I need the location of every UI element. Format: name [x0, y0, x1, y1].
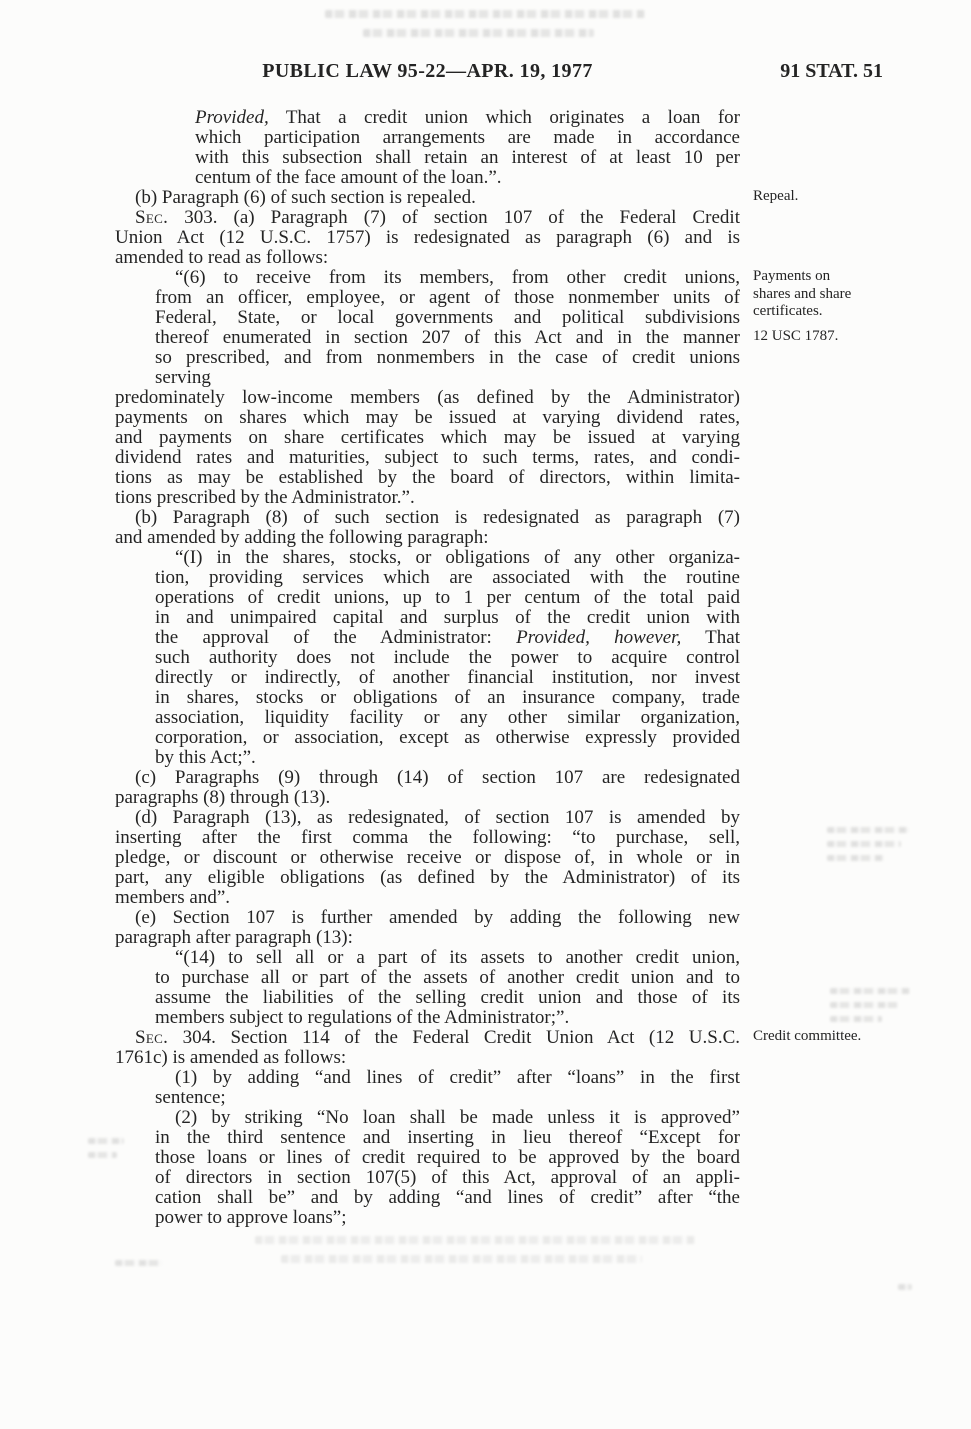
paragraph: [115, 1027, 862, 1068]
paragraph: [115, 108, 740, 188]
text-line: [155, 1068, 740, 1088]
paragraph: [115, 187, 799, 208]
text-segment: (b) Paragraph (6) of such section is repealed.: [135, 187, 476, 208]
text-line: [155, 628, 740, 648]
paragraph: [115, 908, 740, 948]
text-line: [115, 488, 740, 508]
text-line: [195, 128, 740, 148]
text-segment: amended to read as follows:: [115, 247, 329, 268]
bleedthrough-line: [325, 10, 645, 18]
text-line: [155, 688, 740, 708]
bleedthrough-line: [255, 1236, 695, 1244]
text-line: [115, 508, 740, 528]
text-segment: such authority does not include the power to acquire control: [155, 647, 740, 668]
page-header-title: PUBLIC LAW 95-22—APR. 19, 1977: [262, 60, 593, 82]
text-line: [195, 168, 740, 188]
text-segment: payments on shares which may be issued at varying dividend rates,: [115, 407, 740, 428]
bleedthrough-line: [898, 1284, 912, 1290]
text-line: [115, 848, 740, 868]
text-line: [195, 108, 740, 128]
text-line: [115, 188, 740, 208]
text-segment: tions prescribed by the Administrator.”.: [115, 487, 415, 508]
text-segment: (c) Paragraphs (9) through (14) of section 107 are redesignated: [135, 767, 740, 788]
text-segment: members and”.: [115, 887, 231, 908]
text-segment: Sec.: [135, 207, 169, 228]
text-line: [115, 928, 740, 948]
bleedthrough-smudge: [898, 1284, 912, 1298]
text-line: [115, 808, 740, 828]
text-segment: so prescribed, and from nonmembers in the case of credit unions: [155, 347, 740, 368]
text-line: [155, 368, 740, 388]
text-line: [155, 948, 740, 968]
text-line: [115, 468, 740, 488]
text-segment: pledge, or discount or otherwise receive or dispose of, in whole or in: [115, 847, 740, 868]
text-line: [155, 988, 740, 1008]
text-line: [195, 148, 740, 168]
paragraph: [115, 267, 852, 388]
text-segment: Sec.: [135, 1027, 169, 1048]
text-line: [155, 708, 740, 728]
text-segment: the approval of the Administrator:: [155, 627, 517, 648]
paragraph: [115, 948, 740, 1028]
text-line: [155, 1008, 740, 1028]
paragraph: [115, 548, 740, 768]
text-line: [155, 1208, 740, 1228]
margin-note: Repeal.: [753, 188, 799, 204]
text-segment: and payments on share certificates which may be issued at varying: [115, 427, 740, 448]
text-line: [115, 828, 740, 848]
bleedthrough-line: [830, 1002, 898, 1008]
text-segment: in and unimpaired capital and surplus of the credit union with: [155, 607, 740, 628]
margin-note: 12 USC 1787.: [753, 328, 839, 344]
text-segment: which participation arrangements are made in accordance: [195, 127, 740, 148]
text-line: [115, 1028, 740, 1048]
text-line: [155, 648, 740, 668]
text-segment: with this subsection shall retain an interest of at least 10 per: [195, 147, 740, 168]
bleedthrough-smudge: [115, 1260, 163, 1274]
text-line: [155, 288, 740, 308]
text-line: [155, 1128, 740, 1148]
text-line: [155, 1108, 740, 1128]
text-line: [155, 728, 740, 748]
text-line: [115, 888, 740, 908]
text-segment: 1761c) is amended as follows:: [115, 1047, 347, 1068]
text-line: [115, 388, 740, 408]
text-line: [115, 248, 740, 268]
bleedthrough-line: [88, 1138, 124, 1144]
text-segment: paragraphs (8) through (13).: [115, 787, 331, 808]
margin-note: Credit committee.: [753, 1028, 862, 1044]
text-segment: operations of credit unions, up to 1 per centum of the total paid: [155, 587, 740, 608]
text-segment: power to approve loans”;: [155, 1207, 347, 1228]
bleedthrough-line: [827, 841, 901, 847]
paragraph: [115, 1108, 740, 1228]
text-line: [155, 328, 740, 348]
text-line: [115, 788, 740, 808]
text-segment: paragraph after paragraph (13):: [115, 927, 353, 948]
text-segment: cation shall be” and by adding “and lines of credit” after “the: [155, 1187, 740, 1208]
text-line: [115, 228, 740, 248]
text-segment: 303. (a) Paragraph (7) of section 107 of the Federal Credit: [168, 207, 740, 228]
text-line: [155, 748, 740, 768]
bleedthrough-line: [363, 29, 593, 37]
text-line: [155, 608, 740, 628]
bleedthrough-smudge: [88, 1138, 124, 1166]
text-line: [155, 668, 740, 688]
bleedthrough-smudge: [827, 827, 909, 869]
paragraph: [115, 388, 740, 508]
text-line: [155, 1188, 740, 1208]
bleedthrough-smudge: [325, 10, 645, 48]
text-segment: tion, providing services which are associated with the routine: [155, 567, 740, 588]
text-line: [155, 1088, 740, 1108]
text-segment: “(14) to sell all or a part of its assets to another credit union,: [175, 947, 740, 968]
text-segment: Federal, State, or local governments and political subdivisions: [155, 307, 740, 328]
text-segment: 304. Section 114 of the Federal Credit Union Act (12 U.S.C.: [168, 1027, 740, 1048]
text-segment: directly or indirectly, of another financial institution, nor invest: [155, 667, 740, 688]
bleedthrough-line: [830, 988, 910, 994]
text-line: [155, 968, 740, 988]
text-segment: sentence;: [155, 1087, 226, 1108]
text-segment: and amended by adding the following paragraph:: [115, 527, 489, 548]
text-segment: part, any eligible obligations (as defined by the Administrator) of its: [115, 867, 740, 888]
paragraph: [115, 1068, 740, 1108]
text-segment: (e) Section 107 is further amended by adding the following new: [135, 907, 740, 928]
text-segment: in the third sentence and inserting in lieu thereof “Except for: [155, 1127, 740, 1148]
text-line: [115, 908, 740, 928]
margin-note: Payments on shares and share certificates.: [753, 268, 852, 319]
text-segment: in shares, stocks or obligations of an insurance company, trade: [155, 687, 740, 708]
text-line: [155, 268, 740, 288]
paragraph: [115, 508, 740, 548]
text-line: [155, 1148, 740, 1168]
text-segment: dividend rates and maturities, subject to such terms, rates, and condi-: [115, 447, 740, 468]
bleedthrough-line: [281, 1255, 642, 1263]
text-segment: centum of the face amount of the loan.”.: [195, 167, 502, 188]
paragraph: [115, 808, 740, 908]
text-segment: (2) by striking “No loan shall be made unless it is approved”: [175, 1107, 740, 1128]
text-line: [115, 408, 740, 428]
text-segment: those loans or lines of credit required to be approved by the board: [155, 1147, 740, 1168]
bleedthrough-smudge: [255, 1236, 695, 1274]
text-segment: (d) Paragraph (13), as redesignated, of section 107 is amended by: [135, 807, 740, 828]
text-line: [115, 768, 740, 788]
text-line: [115, 208, 740, 228]
document-body: [115, 107, 862, 1228]
text-line: [155, 588, 740, 608]
text-line: [155, 348, 740, 368]
paragraph: [115, 768, 740, 808]
bleedthrough-line: [830, 1016, 882, 1022]
text-line: [115, 428, 740, 448]
text-segment: Provided,: [195, 107, 269, 128]
text-segment: to purchase all or part of the assets of another credit union and to: [155, 967, 740, 988]
bleedthrough-line: [827, 827, 909, 833]
text-segment: by this Act;”.: [155, 747, 256, 768]
text-segment: “(I) in the shares, stocks, or obligations of any other organiza-: [175, 547, 740, 568]
text-segment: tions as may be established by the board of directors, within limita-: [115, 467, 740, 488]
text-segment: inserting after the first comma the following: “to purchase, sell,: [115, 827, 740, 848]
text-segment: thereof enumerated in section 207 of this Act and in the manner: [155, 327, 740, 348]
text-segment: predominately low-income members (as defined by the Administrator): [115, 387, 740, 408]
text-segment: (b) Paragraph (8) of such section is redesignated as paragraph (7): [135, 507, 740, 528]
text-segment: That: [681, 627, 740, 648]
text-line: [115, 528, 740, 548]
text-segment: of directors in section 107(5) of this Act, approval of an appli-: [155, 1167, 740, 1188]
text-segment: That a credit union which originates a loan for: [268, 107, 740, 128]
text-segment: assume the liabilities of the selling credit union and those of its: [155, 987, 740, 1008]
text-segment: association, liquidity facility or any other similar organization,: [155, 707, 740, 728]
bleedthrough-line: [88, 1152, 117, 1158]
text-segment: “(6) to receive from its members, from other credit unions,: [175, 267, 740, 288]
text-segment: members subject to regulations of the Administrator;”.: [155, 1007, 570, 1028]
text-segment: from an officer, employee, or agent of those nonmember units of: [155, 287, 740, 308]
text-line: [155, 548, 740, 568]
text-line: [115, 868, 740, 888]
text-line: [155, 1168, 740, 1188]
text-segment: Union Act (12 U.S.C. 1757) is redesignated as paragraph (6) and is: [115, 227, 740, 248]
bleedthrough-line: [115, 1260, 163, 1266]
paragraph: [115, 208, 740, 268]
bleedthrough-line: [827, 855, 884, 861]
page-header-stat: 91 STAT. 51: [780, 60, 883, 82]
text-line: [155, 308, 740, 328]
text-line: [155, 568, 740, 588]
bleedthrough-smudge: [830, 988, 910, 1030]
text-segment: Provided, however,: [516, 627, 682, 648]
text-line: [115, 448, 740, 468]
text-segment: corporation, or association, except as otherwise expressly provided: [155, 727, 740, 748]
text-segment: serving: [155, 367, 211, 388]
text-segment: (1) by adding “and lines of credit” after “loans” in the first: [175, 1067, 740, 1088]
text-line: [115, 1048, 740, 1068]
